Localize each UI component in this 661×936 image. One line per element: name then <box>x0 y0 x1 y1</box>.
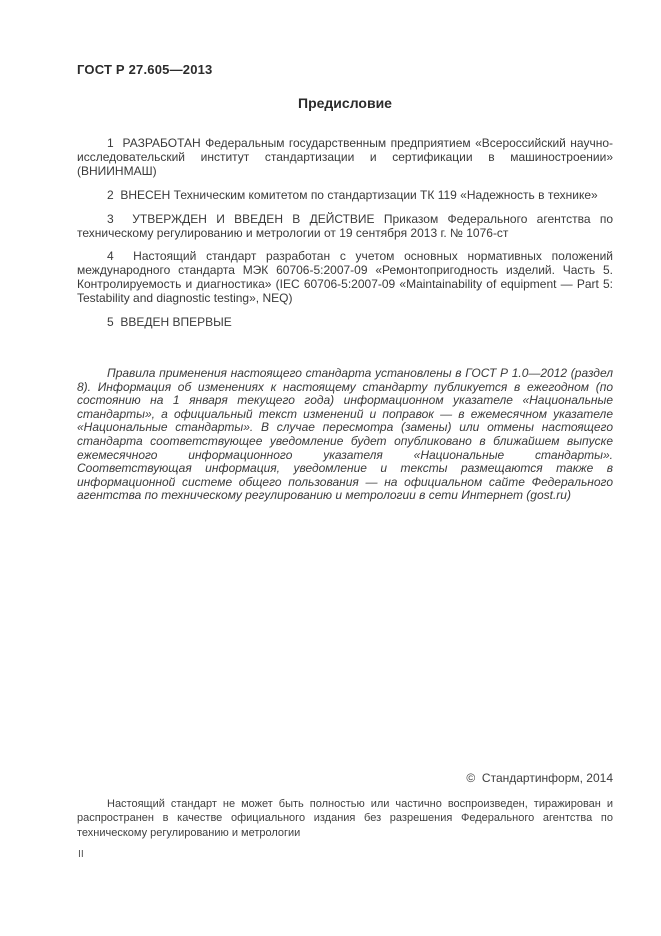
doc-number: ГОСТ Р 27.605—2013 <box>77 62 213 77</box>
clause-first-edition: 5 ВВЕДЕН ВПЕРВЫЕ <box>107 315 232 329</box>
copyright-line: © Стандартинформ, 2014 <box>466 771 613 785</box>
page-content <box>77 62 613 503</box>
application-rules-note: Правила применения настоящего стандарта установлены в ГОСТ Р 1.0—2012 (раздел 8). Информация об изменениях к настоящему стандарту публикуется в ежегодном (по состоянию на 1 января текущего года) информационном указателе «Национальные стандарты», а официальный текст изменений и поправок — в ежемесячном указателе «Национальные стандарты». В случае пересмотра (замены) или отмены настоящего стандарта соответствующее уведомление будет опубликовано в ближайшем выпуске ежемесячного информационного указателя «Национальные стандарты». Соответствующая информация, уведомление и тексты размещаются также в информационной системе общего пользования — на официальном сайте Федерального агентства по техническому регулированию и метрологии в сети Интернет (gost.ru) <box>77 366 613 503</box>
clause-approved: 3 УТВЕРЖДЕН И ВВЕДЕН В ДЕЙСТВИЕ Приказом Федерального агентства по техническому регулированию и метрологии от 19 сентября 2013 г. № 1076-ст <box>77 212 613 240</box>
clause-developed: 1 РАЗРАБОТАН Федеральным государственным предприятием «Всероссийский научно-исследовательский институт стандартизации и сертификации в машиностроении» (ВНИИНМАШ) <box>77 136 613 178</box>
reproduction-restriction-note: Настоящий стандарт не может быть полностью или частично воспроизведен, тиражирован и распространен в качестве официального издания без разрешения Федерального агентства по техническому регулированию и метрологии <box>77 798 613 839</box>
clause-submitted: 2 ВНЕСЕН Техническим комитетом по стандартизации ТК 119 «Надежность в технике» <box>107 188 598 202</box>
page-title: Предисловие <box>298 95 392 111</box>
page-number: II <box>78 848 84 860</box>
clause-basis-standard: 4 Настоящий стандарт разработан с учетом основных нормативных положений международного стандарта МЭК 60706-5:2007-09 «Ремонтопригодность изделий. Часть 5. Контролируемость и диагностика» (IEC 60706-5:2007-09 «Maintainability of equipment — Part 5: Testability and diagnostic testing», NEQ) <box>77 249 613 305</box>
